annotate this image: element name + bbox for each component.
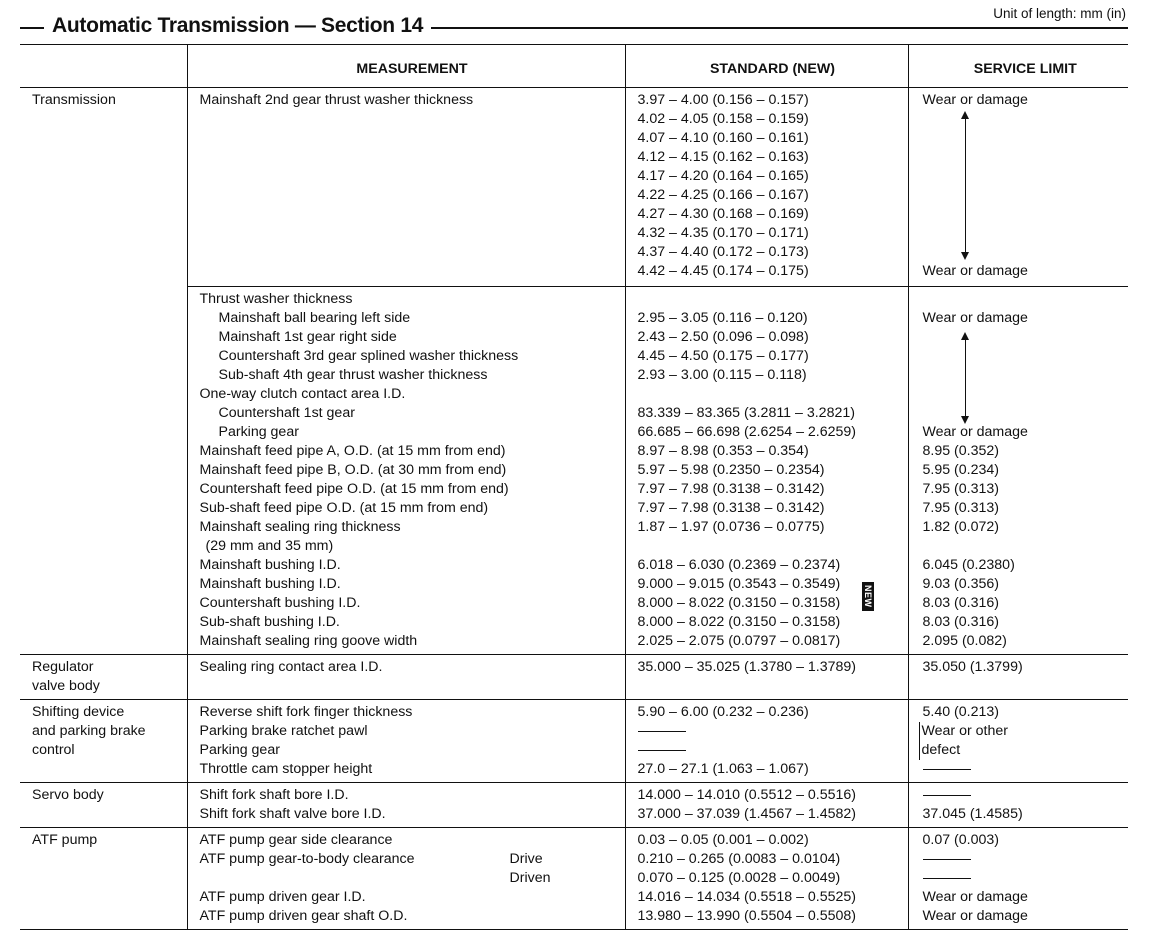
limit-value: 7.95 (0.313) xyxy=(922,500,1000,516)
measurement-item: Mainshaft feed pipe B, O.D. (at 30 mm from end) xyxy=(199,462,507,478)
standard-value: 13.980 – 13.990 (0.5504 – 0.5508) xyxy=(637,908,857,924)
limit-cell xyxy=(908,655,1128,700)
measurement-cell xyxy=(187,783,625,828)
limit-value: 6.045 (0.2380) xyxy=(922,557,1015,573)
sub-label-drive: Drive xyxy=(509,851,543,867)
standard-value: 2.43 – 2.50 (0.096 – 0.098) xyxy=(637,329,809,345)
limit-cell xyxy=(908,287,1128,655)
blank-line xyxy=(923,404,1129,423)
blank-line xyxy=(638,385,908,404)
measurement-item: ATF pump driven gear I.D. xyxy=(199,889,366,905)
standard-value: 66.685 – 66.698 (2.6254 – 2.6259) xyxy=(637,424,857,440)
limit-value: 2.095 (0.082) xyxy=(922,633,1007,649)
measurement-item: Sub-shaft feed pipe O.D. (at 15 mm from end) xyxy=(199,500,489,516)
category-label: Servo body xyxy=(32,787,104,803)
limit-value: 8.95 (0.352) xyxy=(922,443,1000,459)
dash-mark xyxy=(923,869,1129,888)
measurement-item: Sub-shaft bushing I.D. xyxy=(199,614,340,630)
blank-line xyxy=(638,537,908,556)
limit-value: Wear or damage xyxy=(922,92,1028,108)
standard-value: 2.95 – 3.05 (0.116 – 0.120) xyxy=(637,310,808,326)
spec-table xyxy=(20,44,1128,930)
standard-value: 4.17 – 4.20 (0.164 – 0.165) xyxy=(637,168,809,184)
standard-value: 37.000 – 37.039 (1.4567 – 1.4582) xyxy=(637,806,857,822)
measurement-cell xyxy=(187,700,625,783)
range-arrow xyxy=(965,113,966,258)
limit-value: defect xyxy=(923,741,1129,760)
limit-value: 8.03 (0.316) xyxy=(922,595,1000,611)
measurement-item: Mainshaft 2nd gear thrust washer thickness xyxy=(199,92,474,108)
limit-value: 9.03 (0.356) xyxy=(922,576,1000,592)
standard-value: 8.97 – 8.98 (0.353 – 0.354) xyxy=(637,443,809,459)
measurement-item: ATF pump driven gear shaft O.D. xyxy=(199,908,408,924)
measurement-item: Parking gear xyxy=(218,424,299,440)
limit-value: Wear or damage xyxy=(922,263,1028,279)
header-standard: STANDARD (NEW) xyxy=(625,45,908,88)
standard-value: 4.02 – 4.05 (0.158 – 0.159) xyxy=(637,111,809,127)
measurement-item: Sub-shaft 4th gear thrust washer thickness xyxy=(218,367,488,383)
measurement-item: Sealing ring contact area I.D. xyxy=(199,659,383,675)
limit-value: Wear or damage xyxy=(922,310,1028,326)
standard-cell xyxy=(625,783,908,828)
measurement-item: ATF pump gear side clearance xyxy=(199,832,393,848)
blank-line xyxy=(200,869,625,888)
category-label: Regulator xyxy=(32,659,94,675)
dash-mark xyxy=(923,760,1129,779)
category-label: Shifting device xyxy=(32,704,125,720)
category-cell xyxy=(20,88,187,655)
standard-value: 14.000 – 14.010 (0.5512 – 0.5516) xyxy=(637,787,857,803)
limit-value: Wear or other xyxy=(923,722,1129,741)
standard-value: 1.87 – 1.97 (0.0736 – 0.0775) xyxy=(637,519,825,535)
measurement-item: Countershaft 3rd gear splined washer thickness xyxy=(218,348,519,364)
blank-line xyxy=(923,366,1129,385)
limit-cell xyxy=(908,783,1128,828)
limit-value: Wear or damage xyxy=(922,889,1028,905)
standard-cell xyxy=(625,700,908,783)
category-label: Transmission xyxy=(32,92,116,108)
category-cell xyxy=(20,700,187,783)
standard-value: 3.97 – 4.00 (0.156 – 0.157) xyxy=(637,92,809,108)
standard-value: 6.018 – 6.030 (0.2369 – 0.2374) xyxy=(637,557,841,573)
measurement-item: Shift fork shaft valve bore I.D. xyxy=(199,806,386,822)
standard-value: 4.22 – 4.25 (0.166 – 0.167) xyxy=(637,187,809,203)
measurement-item: Countershaft 1st gear xyxy=(218,405,355,421)
standard-value: 5.90 – 6.00 (0.232 – 0.236) xyxy=(637,704,809,720)
measurement-item: Thrust washer thickness xyxy=(199,291,353,307)
measurement-cell xyxy=(187,88,625,287)
measurement-cell xyxy=(187,828,625,930)
standard-value: 5.97 – 5.98 (0.2350 – 0.2354) xyxy=(637,462,825,478)
blank-line xyxy=(923,290,1129,309)
measurement-item: Countershaft feed pipe O.D. (at 15 mm from end) xyxy=(199,481,509,497)
standard-value: 4.42 – 4.45 (0.174 – 0.175) xyxy=(637,263,809,279)
blank-line xyxy=(923,385,1129,404)
limit-value: 35.050 (1.3799) xyxy=(922,659,1023,675)
standard-value: 8.000 – 8.022 (0.3150 – 0.3158) xyxy=(637,614,841,630)
dash-mark xyxy=(638,741,908,760)
table-row-servo xyxy=(20,783,1128,828)
standard-value: 35.000 – 35.025 (1.3780 – 1.3789) xyxy=(637,659,857,675)
blank-line xyxy=(923,328,1129,347)
new-badge: NEW xyxy=(862,582,874,611)
standard-value: 8.000 – 8.022 (0.3150 – 0.3158) xyxy=(637,595,841,611)
category-cell xyxy=(20,828,187,930)
measurement-item: Mainshaft sealing ring thickness xyxy=(199,519,401,535)
table-row-transmission-1 xyxy=(20,88,1128,287)
measurement-item: Parking brake ratchet pawl xyxy=(199,723,368,739)
limit-value: 5.40 (0.213) xyxy=(922,704,1000,720)
category-label: control xyxy=(32,742,75,758)
limit-value: 37.045 (1.4585) xyxy=(922,806,1023,822)
limit-value: 1.82 (0.072) xyxy=(922,519,1000,535)
standard-value: 4.45 – 4.50 (0.175 – 0.177) xyxy=(637,348,809,364)
standard-value: 4.27 – 4.30 (0.168 – 0.169) xyxy=(637,206,809,222)
measurement-item: Mainshaft bushing I.D. xyxy=(199,576,341,592)
measurement-item: Throttle cam stopper height xyxy=(199,761,373,777)
standard-value: 2.93 – 3.00 (0.115 – 0.118) xyxy=(637,367,807,383)
header-category xyxy=(20,45,187,88)
standard-value: 4.07 – 4.10 (0.160 – 0.161) xyxy=(637,130,809,146)
measurement-item: Mainshaft feed pipe A, O.D. (at 15 mm from end) xyxy=(199,443,506,459)
measurement-item: ATF pump gear-to-body clearance xyxy=(199,851,415,867)
limit-cell xyxy=(908,88,1128,287)
dash-mark xyxy=(923,786,1129,805)
page-title: Automatic Transmission — Section 14 xyxy=(44,14,431,38)
table-row-regulator xyxy=(20,655,1128,700)
standard-value: 2.025 – 2.075 (0.0797 – 0.0817) xyxy=(637,633,841,649)
limit-value: 7.95 (0.313) xyxy=(922,481,1000,497)
standard-value: 7.97 – 7.98 (0.3138 – 0.3142) xyxy=(637,481,825,497)
standard-cell xyxy=(625,828,908,930)
category-cell xyxy=(20,783,187,828)
standard-value: 0.070 – 0.125 (0.0028 – 0.0049) xyxy=(637,870,841,886)
table-row-atf xyxy=(20,828,1128,930)
measurement-item: Mainshaft sealing ring goove width xyxy=(199,633,418,649)
table-row-transmission-2 xyxy=(20,287,1128,655)
standard-value: 4.37 – 4.40 (0.172 – 0.173) xyxy=(637,244,809,260)
measurement-item: Parking gear xyxy=(199,742,280,758)
measurement-cell xyxy=(187,655,625,700)
header-service-limit: SERVICE LIMIT xyxy=(908,45,1128,88)
measurement-item: One-way clutch contact area I.D. xyxy=(199,386,406,402)
standard-value: 14.016 – 14.034 (0.5518 – 0.5525) xyxy=(637,889,857,905)
standard-value: 7.97 – 7.98 (0.3138 – 0.3142) xyxy=(637,500,825,516)
unit-note: Unit of length: mm (in) xyxy=(993,6,1126,21)
measurement-item: Countershaft bushing I.D. xyxy=(199,595,361,611)
limit-value: 0.07 (0.003) xyxy=(922,832,1000,848)
measurement-item: Mainshaft ball bearing left side xyxy=(218,310,411,326)
standard-value: 0.210 – 0.265 (0.0083 – 0.0104) xyxy=(637,851,841,867)
range-arrow xyxy=(965,334,966,422)
standard-cell xyxy=(625,88,908,287)
blank-line xyxy=(638,290,908,309)
sub-label-driven: Driven xyxy=(509,870,551,886)
limit-value: 5.95 (0.234) xyxy=(922,462,1000,478)
limit-value: Wear or damage xyxy=(922,424,1028,440)
category-cell xyxy=(20,655,187,700)
limit-cell xyxy=(908,828,1128,930)
measurement-item: Reverse shift fork finger thickness xyxy=(199,704,413,720)
limit-value: 8.03 (0.316) xyxy=(922,614,1000,630)
blank-line xyxy=(923,347,1129,366)
header-row xyxy=(20,45,1128,88)
dash-mark xyxy=(923,850,1129,869)
standard-value: 0.03 – 0.05 (0.001 – 0.002) xyxy=(637,832,809,848)
table-row-shifting xyxy=(20,700,1128,783)
limit-value: Wear or damage xyxy=(922,908,1028,924)
measurement-cell xyxy=(187,287,625,655)
dash-mark xyxy=(638,722,908,741)
standard-value: 9.000 – 9.015 (0.3543 – 0.3549) xyxy=(637,576,841,592)
limit-cell xyxy=(908,700,1128,783)
header-measurement: MEASUREMENT xyxy=(187,45,625,88)
category-label: valve body xyxy=(32,678,100,694)
standard-value: 27.0 – 27.1 (1.063 – 1.067) xyxy=(637,761,809,777)
standard-cell xyxy=(625,655,908,700)
category-label: ATF pump xyxy=(32,832,98,848)
standard-value: 4.12 – 4.15 (0.162 – 0.163) xyxy=(637,149,809,165)
standard-value: 83.339 – 83.365 (3.2811 – 3.2821) xyxy=(637,405,855,421)
measurement-item: Mainshaft bushing I.D. xyxy=(199,557,341,573)
measurement-item: Mainshaft 1st gear right side xyxy=(218,329,397,345)
measurement-item: (29 mm and 35 mm) xyxy=(205,538,334,554)
blank-line xyxy=(923,537,1129,556)
category-label: and parking brake xyxy=(32,723,146,739)
measurement-item: Shift fork shaft bore I.D. xyxy=(199,787,349,803)
standard-value: 4.32 – 4.35 (0.170 – 0.171) xyxy=(637,225,809,241)
